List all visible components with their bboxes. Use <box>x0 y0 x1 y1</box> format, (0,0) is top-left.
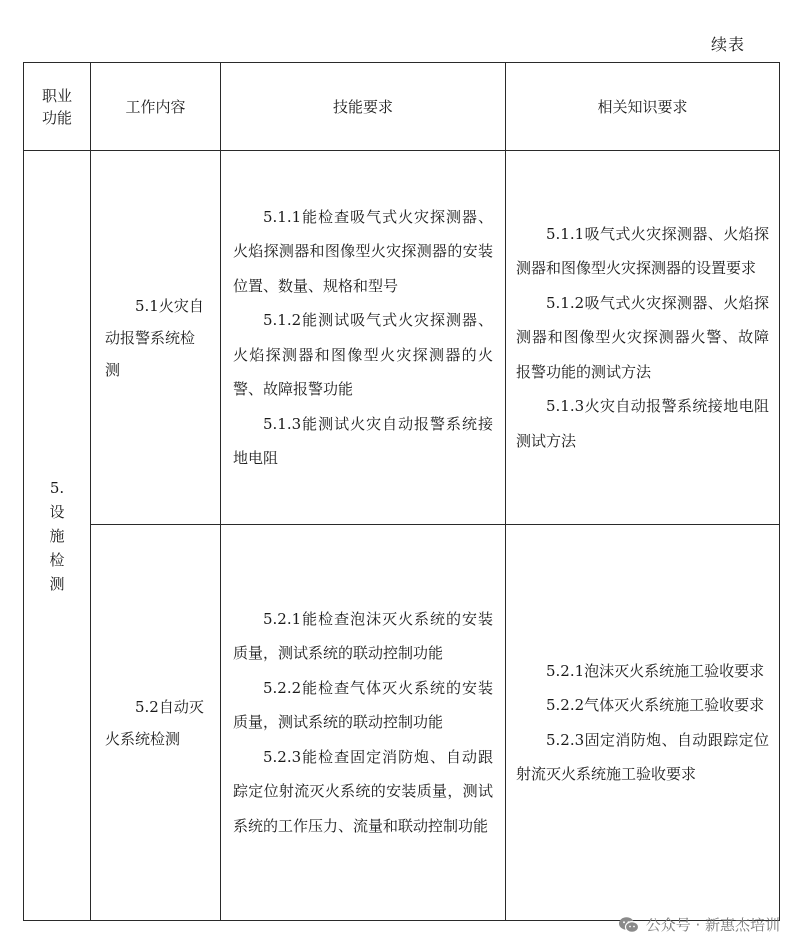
skills-table <box>23 62 780 921</box>
work-content-cell: 5.2自动灭火系统检测 <box>91 525 221 921</box>
watermark-text: 公众号 · 新惠杰培训 <box>645 916 780 934</box>
header-function: 职业功能 <box>24 63 91 151</box>
header-knowledge: 相关知识要求 <box>506 63 780 151</box>
knowledge-cell: 5.1.1吸气式火灾探测器、火焰探测器和图像型火灾探测器的设置要求 5.1.2吸气式火灾探测器、火焰探测器和图像型火灾探测器火警、故障报警功能的测试方法 5.1.3火灾自动报警系统接地电阻测试方法 <box>506 151 780 525</box>
table-caption: 续表 <box>710 35 745 54</box>
table-row <box>24 151 780 525</box>
function-cell: 5. 设 施 检 测 <box>24 151 91 921</box>
skills-cell: 5.1.1能检查吸气式火灾探测器、火焰探测器和图像型火灾探测器的安装位置、数量、规格和型号 5.1.2能测试吸气式火灾探测器、火焰探测器和图像型火灾探测器的火警、故障报警功能 5.1.3能测试火灾自动报警系统接地电阻 <box>221 151 506 525</box>
wechat-icon <box>618 916 640 934</box>
table-header-row <box>24 63 780 151</box>
work-content-cell: 5.1火灾自动报警系统检测 <box>91 151 221 525</box>
knowledge-cell: 5.2.1泡沫灭火系统施工验收要求 5.2.2气体灭火系统施工验收要求 5.2.3固定消防炮、自动跟踪定位射流灭火系统施工验收要求 <box>506 525 780 921</box>
header-work: 工作内容 <box>91 63 221 151</box>
header-skills: 技能要求 <box>221 63 506 151</box>
skills-cell: 5.2.1能检查泡沫灭火系统的安装质量，测试系统的联动控制功能 5.2.2能检查气体灭火系统的安装质量，测试系统的联动控制功能 5.2.3能检查固定消防炮、自动跟踪定位射流灭火系统的安装质量，测试系统的工作压力、流量和联动控制功能 <box>221 525 506 921</box>
table-row <box>24 525 780 921</box>
watermark <box>618 914 780 935</box>
